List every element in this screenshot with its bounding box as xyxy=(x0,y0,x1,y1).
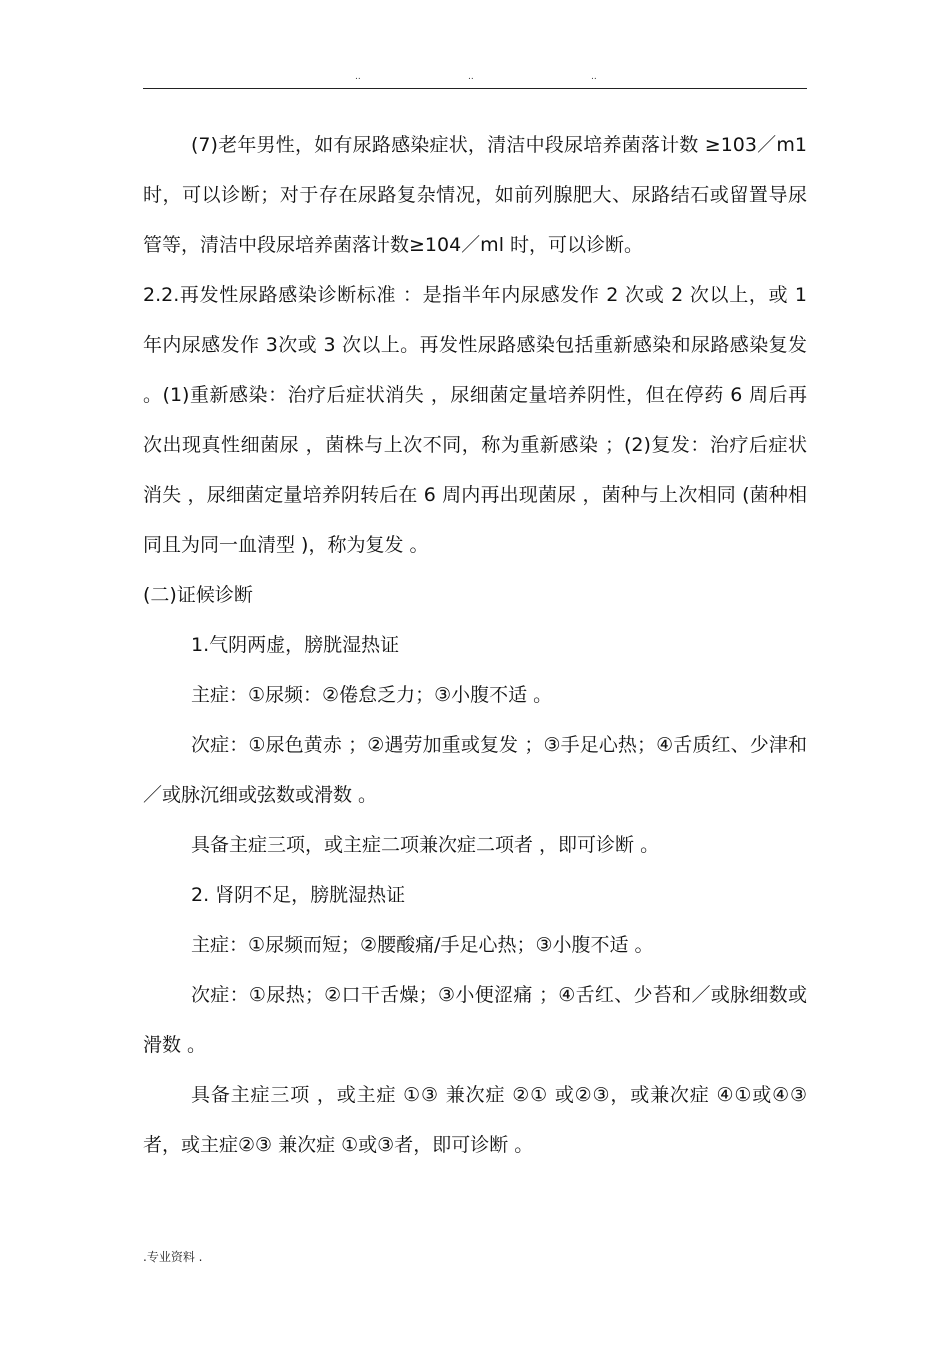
header-mark: .. xyxy=(591,72,597,82)
header-mark: .. xyxy=(355,72,361,82)
syndrome-2-secondary-symptoms: 次症：①尿热；②口干舌燥；③小便涩痛 ；④舌红、少苔和／或脉细数或滑数 。 xyxy=(143,984,807,1056)
syndrome-1-criteria: 具备主症三项，或主症二项兼次症二项者 ，即可诊断 。 xyxy=(191,834,660,856)
section-heading-syndrome-diagnosis: (二)证候诊断 xyxy=(143,584,253,606)
header-mark: .. xyxy=(468,72,474,82)
syndrome-1-title: 1.气阴两虚，膀胱湿热证 xyxy=(191,634,400,656)
document-body xyxy=(143,120,807,1170)
page-footer: .专业资料 . xyxy=(143,1250,203,1264)
syndrome-2-criteria: 具备主症三项 ，或主症 ①③ 兼次症 ②① 或②③，或兼次症 ④①或④③者，或主症②③ 兼次症 ①或③者，即可诊断 。 xyxy=(143,1084,807,1156)
syndrome-1-main-symptoms: 主症：①尿频：②倦怠乏力；③小腹不适 。 xyxy=(191,684,553,706)
paragraph-criterion-7: (7)老年男性，如有尿路感染症状，清洁中段尿培养菌落计数 ≥103／m1 时，可以诊断；对于存在尿路复杂情况，如前列腺肥大、尿路结石或留置导尿管等，清洁中段尿培养菌落计数≥104／ml 时，可以诊断。 xyxy=(143,134,807,256)
syndrome-2-main-symptoms: 主症：①尿频而短；②腰酸痛/手足心热；③小腹不适 。 xyxy=(191,934,654,956)
syndrome-2-title: 2. 肾阴不足，膀胱湿热证 xyxy=(191,884,406,906)
paragraph-recurrent-uti: 2.2.再发性尿路感染诊断标准 ：是指半年内尿感发作 2 次或 2 次以上，或 1 年内尿感发作 3次或 3 次以上。再发性尿路感染包括重新感染和尿路感染复发 。(1)重新感染：治疗后症状消失 ，尿细菌定量培养阴性，但在停药 6 周后再次出现真性细菌尿 ，菌株与上次不同，称为重新感染 ；(2)复发：治疗后症状消失 ，尿细菌定量培养阴转后在 6 周内再出现菌尿 ，菌种与上次相同 (菌种相同且为同一血清型 )，称为复发 。 xyxy=(143,284,807,556)
syndrome-1-secondary-symptoms: 次症：①尿色黄赤 ；②遇劳加重或复发 ；③手足心热；④舌质红、少津和／或脉沉细或弦数或滑数 。 xyxy=(143,734,807,806)
page-header-rule xyxy=(143,70,807,89)
